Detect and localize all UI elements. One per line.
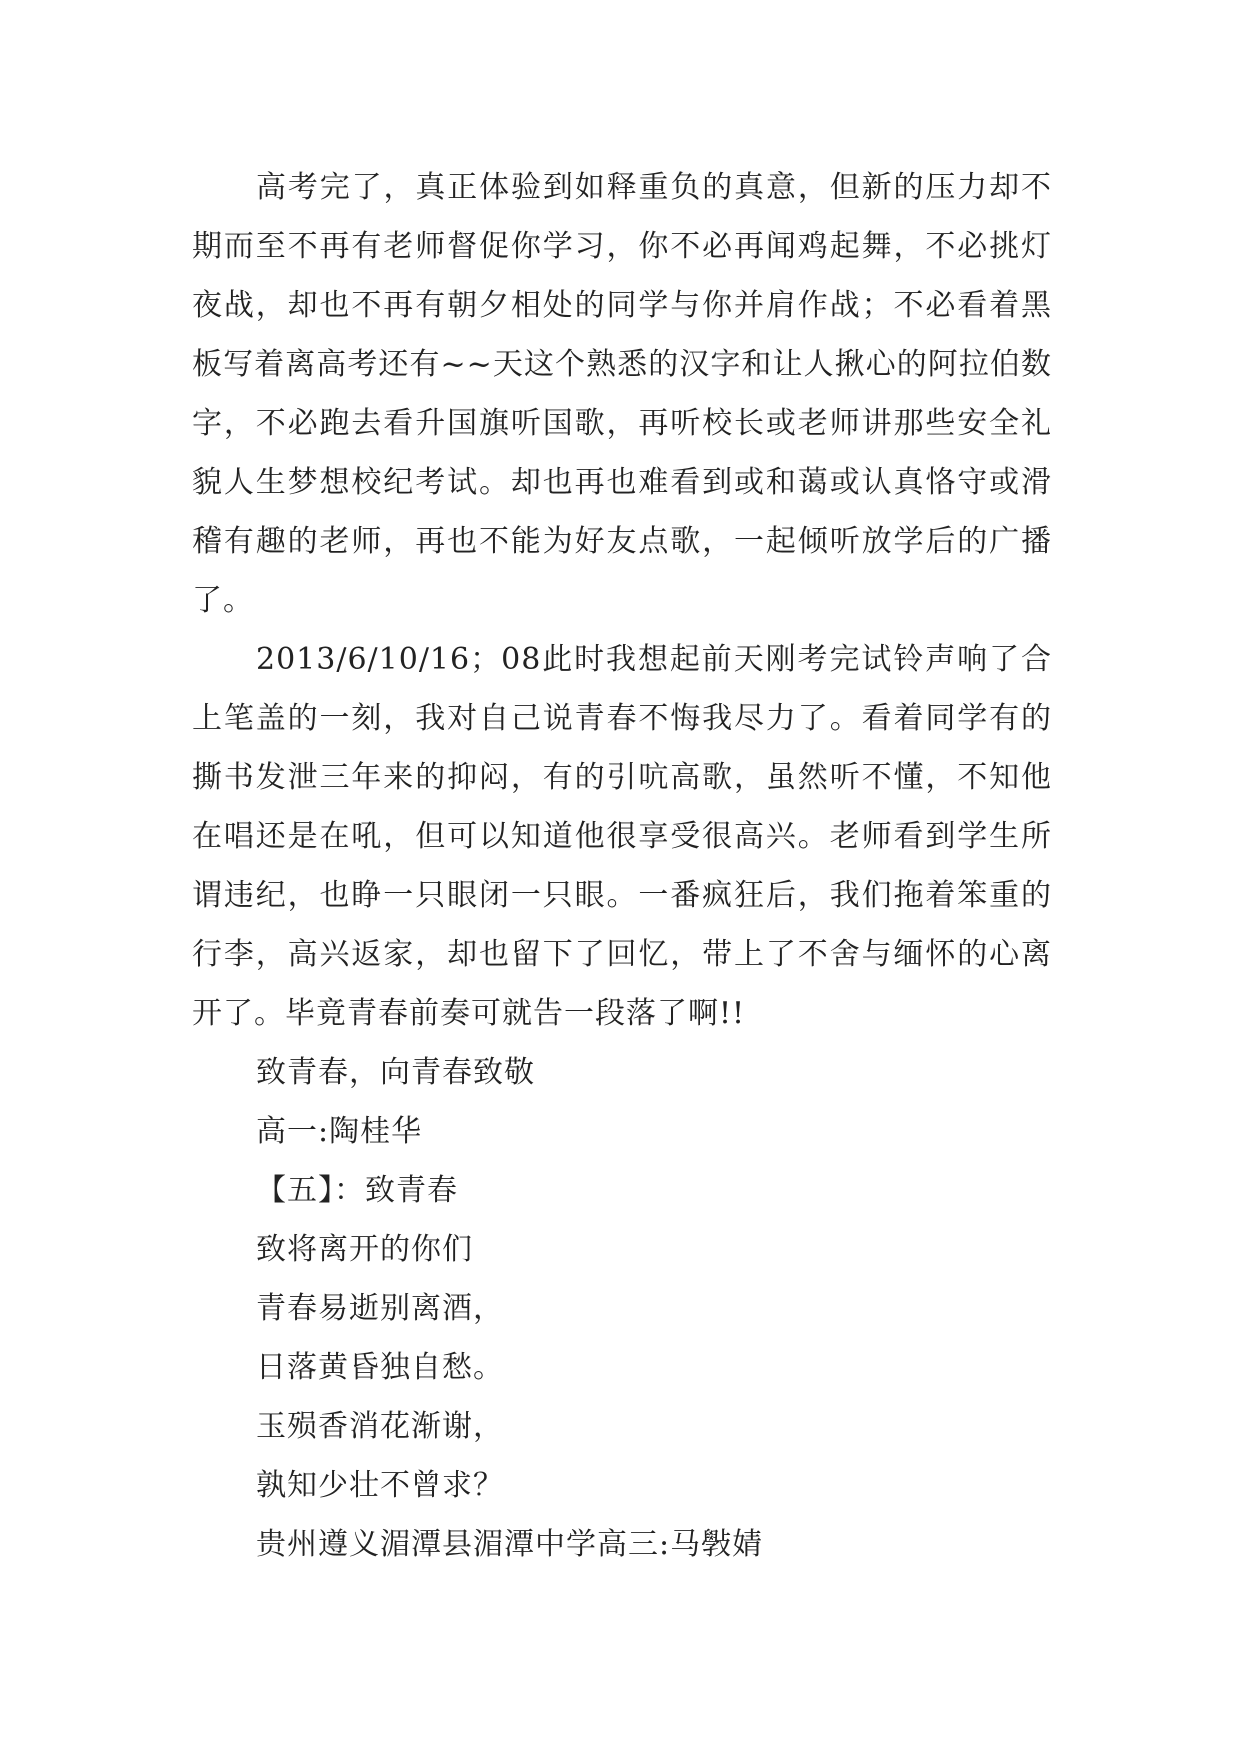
document-body [192, 158, 1052, 1574]
poem-line: 青春易逝别离酒， [256, 1291, 504, 1326]
poem-line: 玉殒香消花渐谢， [256, 1409, 504, 1444]
paragraph-exam-relief: 高考完了，真正体验到如释重负的真意，但新的压力却不期而至不再有老师督促你学习，你不必再闻鸡起舞，不必挑灯夜战，却也不再有朝夕相处的同学与你并肩作战；不必看着黑板写着离高考还有~~天这个熟悉的汉字和让人揪心的阿拉伯数字，不必跑去看升国旗听国歌，再听校长或老师讲那些安全礼貌人生梦想校纪考试。却也再也难看到或和蔼或认真恪守或滑稽有趣的老师，再也不能为好友点歌，一起倾听放学后的广播了。 [192, 170, 1052, 618]
poem-author: 贵州遵义湄潭县湄潭中学高三:马斅婧 [256, 1527, 764, 1562]
poem-line: 日落黄昏独自愁。 [256, 1350, 504, 1385]
poem-line: 孰知少壮不曾求？ [256, 1468, 504, 1503]
section-heading: 【五】：致青春 [256, 1173, 458, 1208]
poem-title: 致将离开的你们 [256, 1232, 473, 1267]
paragraph-exam-day-memory: 2013/6/10/16；08此时我想起前天刚考完试铃声响了合上笔盖的一刻，我对自己说青春不悔我尽力了。看着同学有的撕书发泄三年来的抑闷，有的引吭高歌，虽然听不懂，不知他在唱还是在吼，但可以知道他很享受很高兴。老师看到学生所谓违纪，也睁一只眼闭一只眼。一番疯狂后，我们拖着笨重的行李，高兴返家，却也留下了回忆，带上了不舍与缅怀的心离开了。毕竟青春前奏可就告一段落了啊!! [192, 642, 1052, 1031]
essay-title: 致青春，向青春致敬 [256, 1055, 535, 1090]
author-line: 高一:陶桂华 [256, 1114, 423, 1149]
